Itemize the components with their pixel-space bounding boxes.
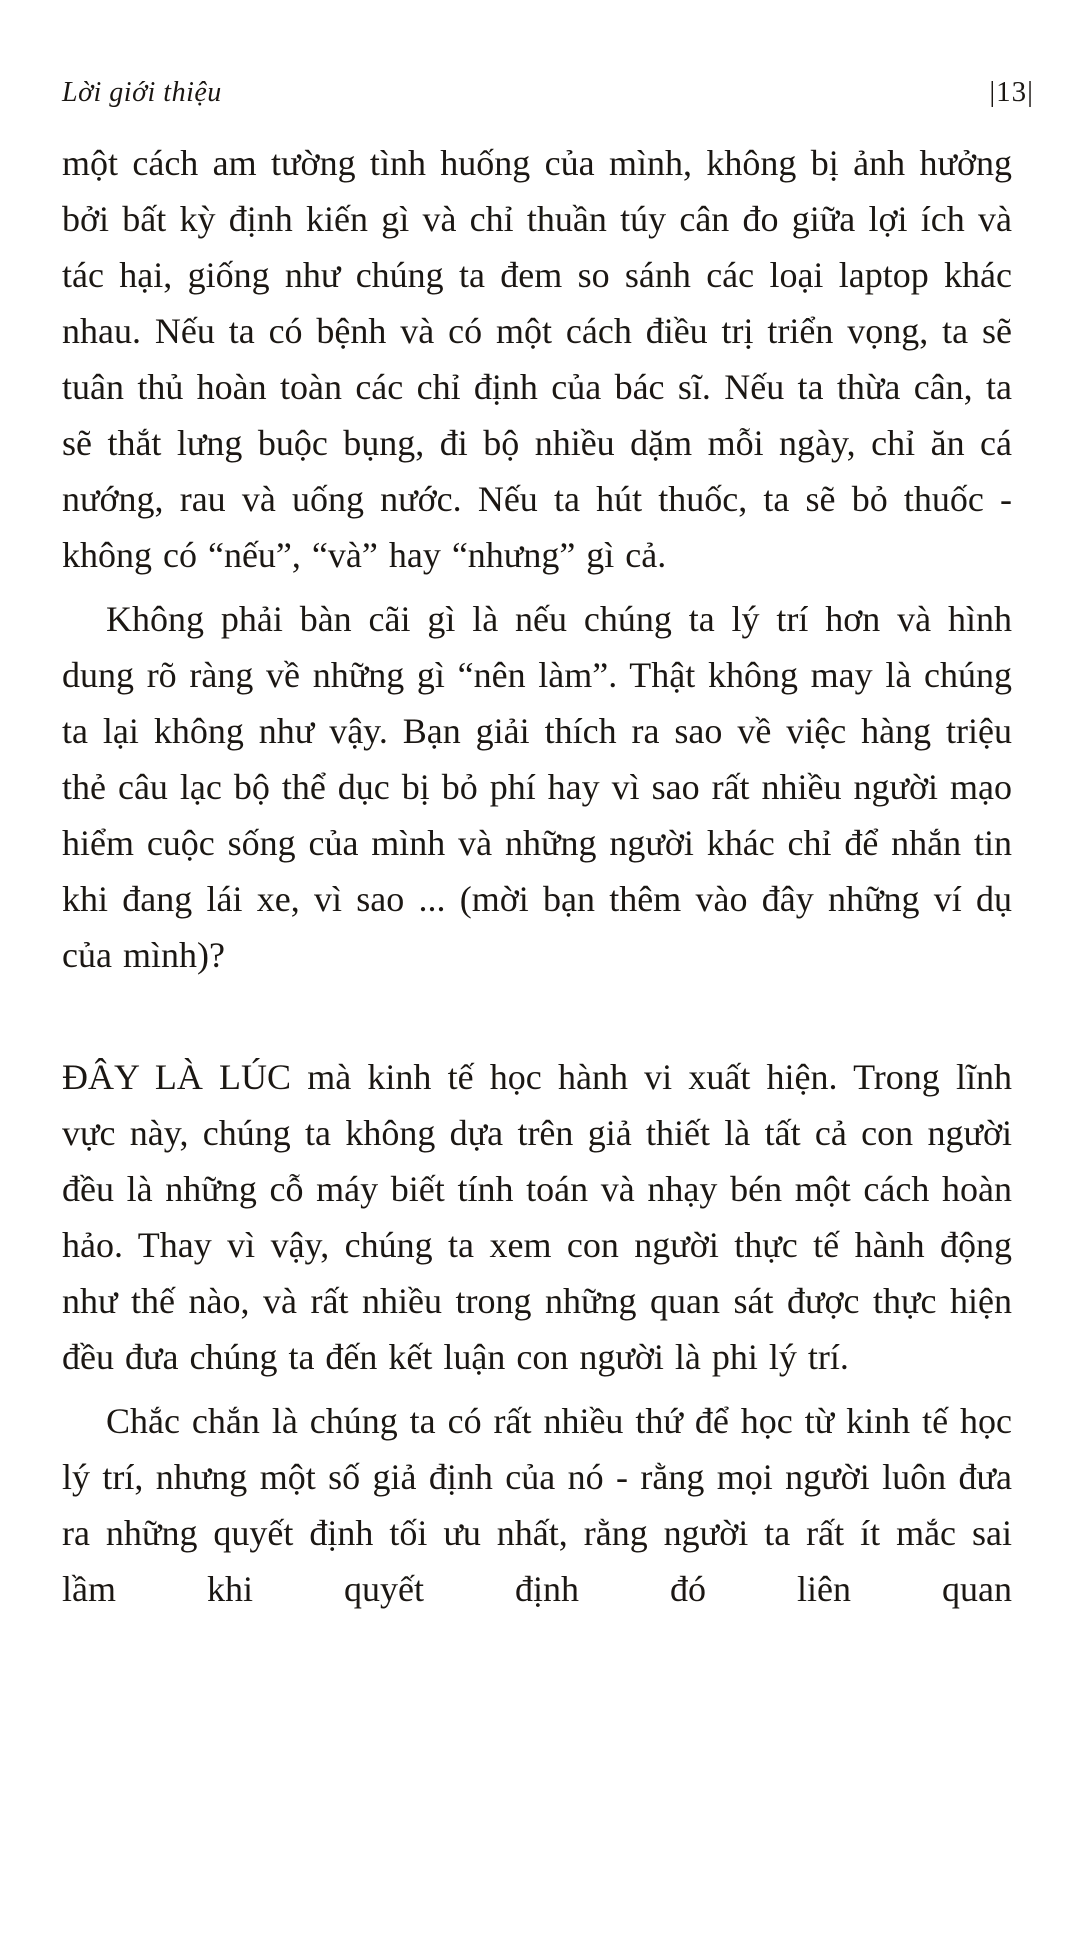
paragraph-continued: một cách am tường tình huống của mình, không bị ảnh hưởng bởi bất kỳ định kiến gì và chỉ thuần túy cân đo giữa lợi ích và tác hại, giống như chúng ta đem so sánh các loại laptop khác nhau. Nếu ta có bệnh và có một cách điều trị triển vọng, ta sẽ tuân thủ hoàn toàn các chỉ định của bác sĩ. Nếu ta thừa cân, ta sẽ thắt lưng buộc bụng, đi bộ nhiều dặm mỗi ngày, chỉ ăn cá nướng, rau và uống nước. Nếu ta hút thuốc, ta sẽ bỏ thuốc - không có “nếu”, “và” hay “nhưng” gì cả. [62,143,1012,575]
paragraph-section-behavioral-economics: ĐÂY LÀ LÚC mà kinh tế học hành vi xuất hiện. Trong lĩnh vực này, chúng ta không dựa trên giả thiết là tất cả con người đều là những cỗ máy biết tính toán và nhạy bén một cách hoàn hảo. Thay vì vậy, chúng ta xem con người thực tế hành động như thế nào, và rất nhiều trong những quan sát được thực hiện đều đưa chúng ta đến kết luận con người là phi lý trí. [62,1057,1012,1377]
paragraph-rational-economics: Chắc chắn là chúng ta có rất nhiều thứ để học từ kinh tế học lý trí, nhưng một số giả định của nó - rằng mọi người luôn đưa ra những quyết định tối ưu nhất, rằng người ta rất ít mắc sai lầm khi quyết định đó liên quan [62,1401,1012,1609]
running-header-title: Lời giới thiệu [62,77,222,108]
page-content [0,109,1088,1617]
paragraph-rhetorical-questions: Không phải bàn cãi gì là nếu chúng ta lý trí hơn và hình dung rõ ràng về những gì “nên làm”. Thật không may là chúng ta lại không như vậy. Bạn giải thích ra sao về việc hàng triệu thẻ câu lạc bộ thể dục bị bỏ phí hay vì sao rất nhiều người mạo hiểm cuộc sống của mình và những người khác chỉ để nhắn tin khi đang lái xe, vì sao ... (mời bạn thêm vào đây những ví dụ của mình)? [62,599,1012,975]
page-number: |13| [989,76,1034,108]
page-header [0,0,1088,109]
